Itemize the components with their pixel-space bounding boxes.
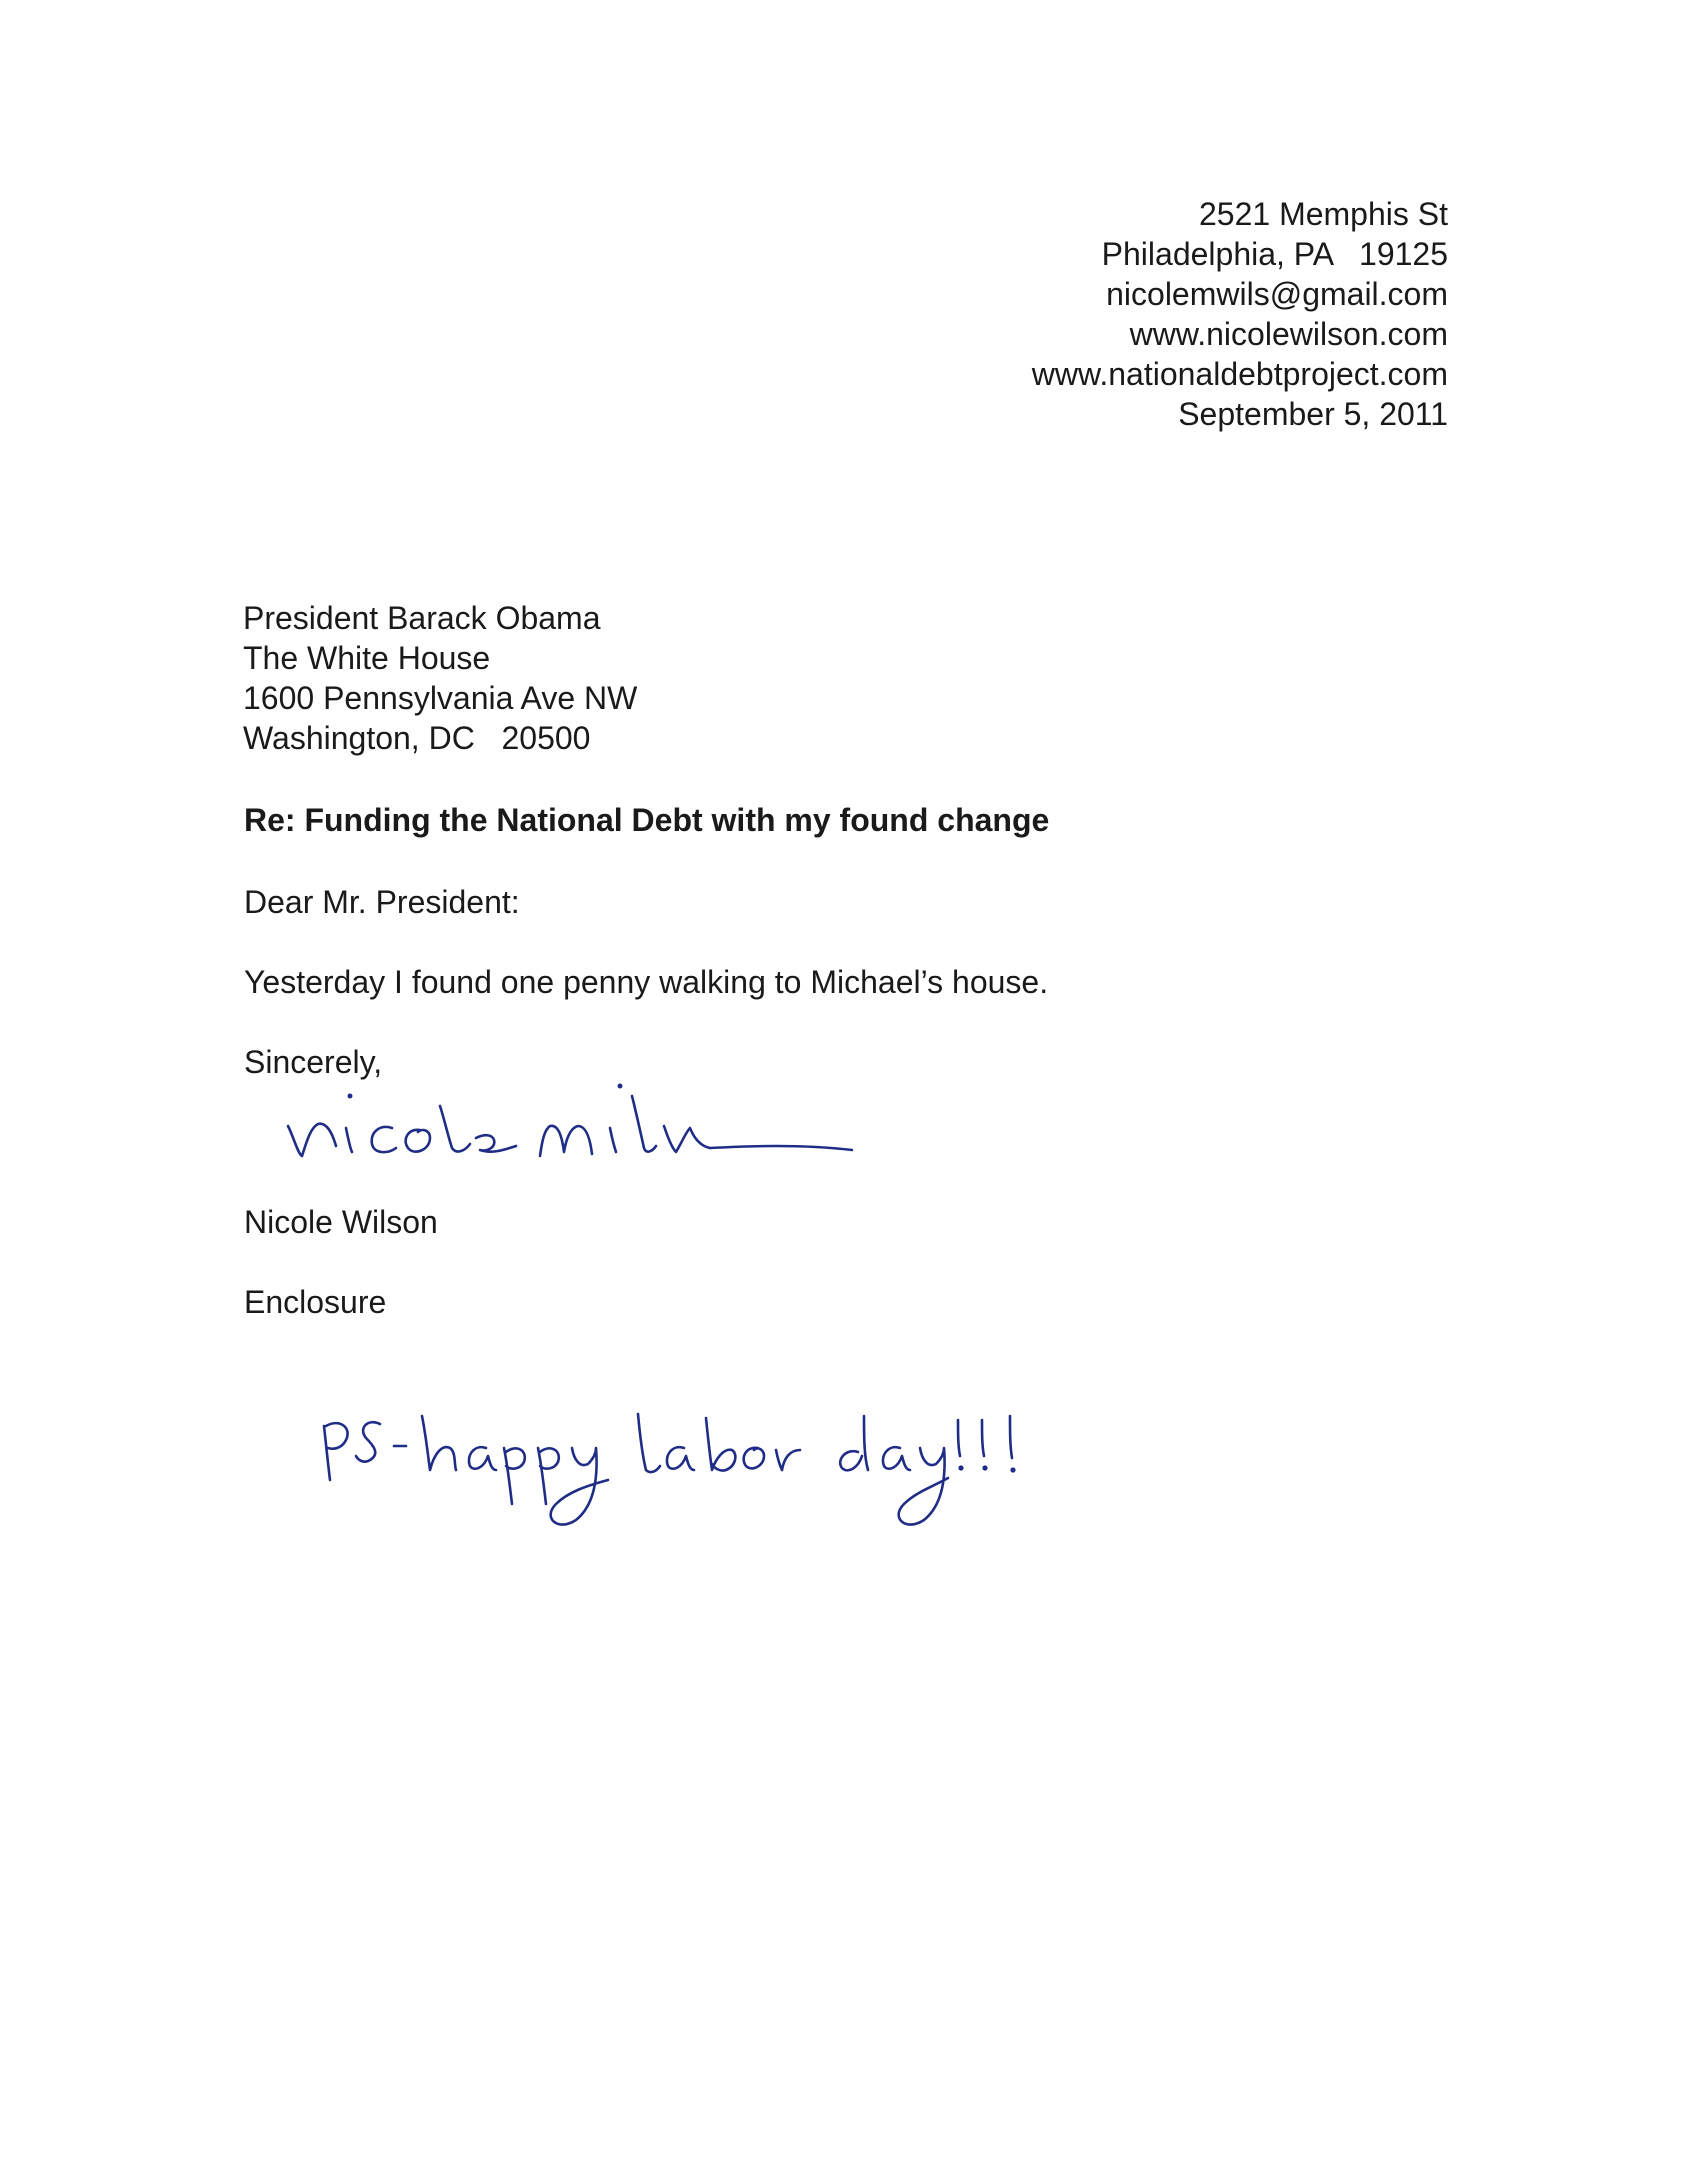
handwritten-postscript [318,1408,1038,1538]
letter-date: September 5, 2011 [1178,396,1448,432]
signed-name: Nicole Wilson [244,1204,438,1240]
recipient-city-line: Washington, DC 20500 [243,720,591,756]
sender-email: nicolemwils@gmail.com [1106,276,1448,312]
sender-address-block [1032,194,1448,434]
letter-subject: Re: Funding the National Debt with my found change [244,802,1050,838]
sender-website-2: www.nationaldebtproject.com [1031,356,1448,392]
enclosure-note: Enclosure [244,1284,387,1320]
recipient-org: The White House [243,640,491,676]
letter-body: Yesterday I found one penny walking to Michael’s house. [244,964,1049,1000]
sender-city-line: Philadelphia, PA 19125 [1101,236,1448,272]
letter-salutation: Dear Mr. President: [244,884,520,920]
letter-closing: Sincerely, [244,1044,383,1080]
recipient-name: President Barack Obama [243,600,601,636]
handwritten-signature [280,1066,860,1176]
recipient-address-block [243,598,637,758]
recipient-street: 1600 Pennsylvania Ave NW [243,680,638,716]
sender-website-1: www.nicolewilson.com [1129,316,1448,352]
sender-street: 2521 Memphis St [1198,196,1448,232]
